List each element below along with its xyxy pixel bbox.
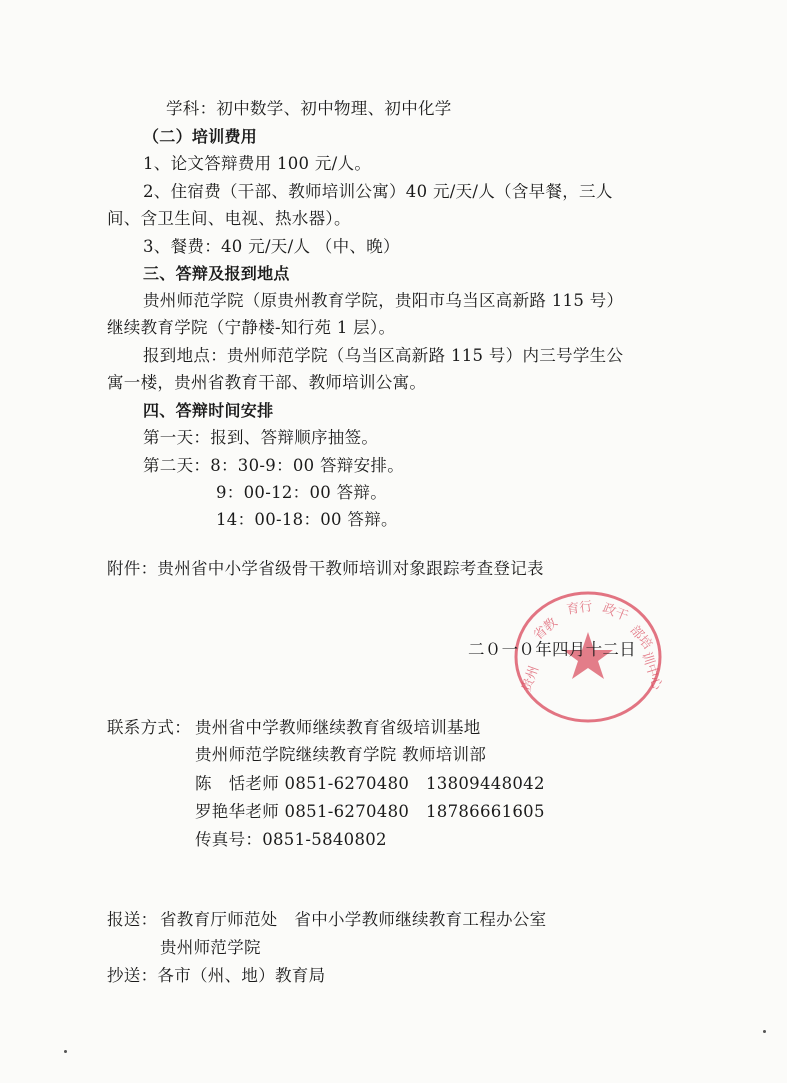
schedule-day-2-slot-2: 9：00-12：00 答辩。 (216, 483, 388, 502)
venue-line-3: 报到地点：贵州师范学院（乌当区高新路 115 号）内三号学生公 (143, 346, 624, 365)
schedule-day-2-slot-3: 14：00-18：00 答辩。 (216, 510, 398, 529)
contact-org-2: 贵州师范学院继续教育学院 教师培训部 (195, 745, 487, 764)
contact-person-1: 陈 恬老师 0851-6270480 13809448042 (195, 774, 545, 793)
fee-item-2-cont: 间、含卫生间、电视、热水器）。 (107, 209, 351, 228)
fee-item-2: 2、住宿费（干部、教师培训公寓）40 元/天/人（含早餐，三人 (143, 182, 613, 201)
svg-text:贵州: 贵州 (519, 664, 543, 694)
subjects-line: 学科：初中数学、初中物理、初中化学 (166, 99, 452, 118)
contact-org-1: 贵州省中学教师继续教育省级培训基地 (195, 718, 481, 737)
scan-speck (64, 1050, 67, 1053)
venue-line-1: 贵州师范学院（原贵州教育学院，贵阳市乌当区高新路 115 号） (143, 291, 624, 310)
seal-text (0, 0, 1, 1)
scan-speck (763, 1030, 766, 1033)
svg-text:省教: 省教 (530, 615, 561, 644)
contact-fax: 传真号：0851-5840802 (195, 830, 387, 849)
issue-date: 二０一０年四月十二日 (468, 640, 636, 659)
venue-line-2: 继续教育学院（宁静楼-知行苑 1 层）。 (107, 318, 396, 337)
schedule-day-1: 第一天：报到、答辩顺序抽签。 (143, 428, 379, 447)
schedule-heading: 四、答辩时间安排 (143, 401, 274, 420)
svg-text:育行: 育行 (565, 599, 594, 618)
fee-item-1: 1、论文答辩费用 100 元/人。 (143, 154, 372, 173)
report-line-2: 贵州师范学院 (160, 938, 261, 957)
svg-text:政干: 政干 (600, 600, 631, 625)
svg-text:训中心: 训中心 (638, 650, 665, 692)
contact-person-2: 罗艳华老师 0851-6270480 18786661605 (195, 802, 545, 821)
report-line-1: 省教育厅师范处 省中小学教师继续教育工程办公室 (160, 910, 547, 929)
copy-line: 抄送：各市（州、地）教育局 (107, 966, 326, 985)
svg-text:部培: 部培 (626, 622, 655, 653)
venue-heading: 三、答辩及报到地点 (143, 264, 290, 283)
venue-line-4: 寓一楼，贵州省教育干部、教师培训公寓。 (107, 373, 427, 392)
fee-item-3: 3、餐费：40 元/天/人 （中、晚） (143, 237, 400, 256)
fees-heading: （二）培训费用 (143, 127, 258, 146)
schedule-day-2-slot-1: 第二天：8：30-9：00 答辩安排。 (143, 456, 405, 475)
contact-label: 联系方式： (107, 718, 191, 737)
attachment-line: 附件：贵州省中小学省级骨干教师培训对象跟踪考查登记表 (107, 559, 544, 578)
report-label: 报送： (107, 910, 158, 929)
